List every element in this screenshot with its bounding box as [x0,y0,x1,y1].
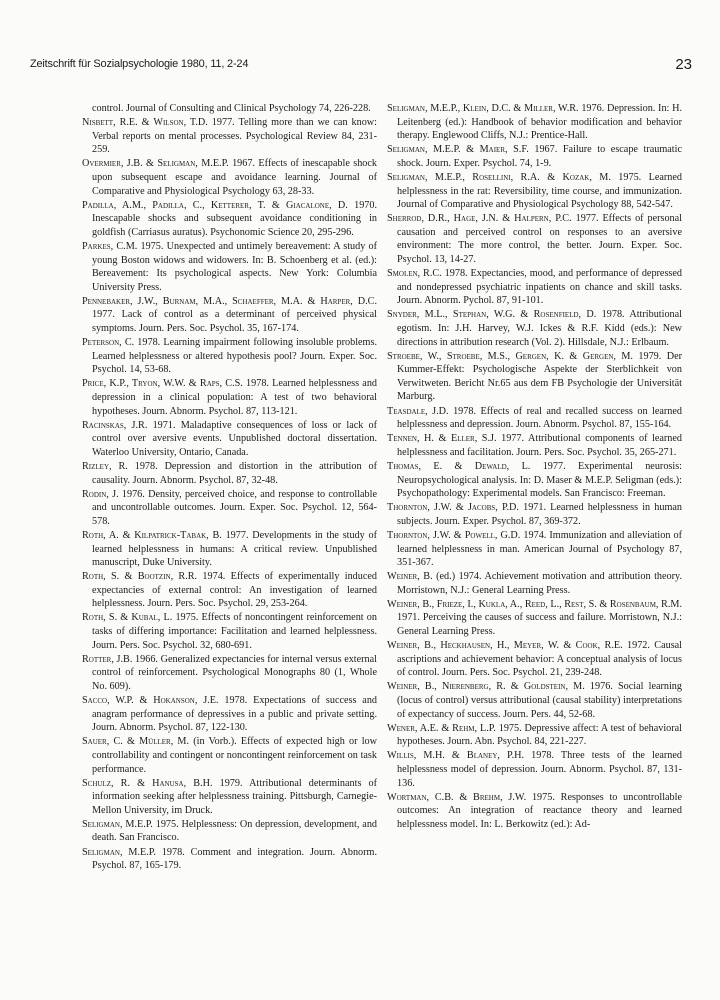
reference-entry [82,488,377,529]
reference-text: 1978. Expectations of success and anagram performance of depressives in a public and private setting. Journ. Abnorm. Psychol. 87, 122-130. [92,695,378,734]
reference-authors: Weiner, B., Heckhausen, H., Meyer, W. & Cook, R.E. [387,640,623,652]
reference-text: 1975. Depressive affect: A test of behavioral hypotheses. Journ. Abn. Psychol. 84, 221-227. [397,722,682,748]
reference-text: 1978. Effects of real and recalled success on learned helplessness and depression. Journ. Abnorm. Psychol. 87, 155-164. [397,405,683,431]
reference-entry [82,570,377,611]
reference-text: 1967. Failure to escape traumatic shock. Journ. Exper. Psychol. 74, 1-9. [397,144,682,169]
reference-authors: Sacco, W.P. & Hokanson, J.E. [82,695,219,707]
reference-entry [82,460,377,487]
reference-text: 1977. Attributional components of learned helplessness and facilitation. Journ. Pers. Soc. Psychol. 35, 265-271. [397,433,682,458]
reference-text: Effects of inescapable shock upon subsequent escape and avoidance learning. Journal of Comparative and Physiological Psychology 63, 28-33. [92,158,377,197]
page-number: 23 [675,56,692,73]
reference-authors: Smolen, R.C. [387,268,442,280]
reference-authors: Seligman, M.E.P. & Maier, S.F. [387,144,529,156]
running-head: Zeitschrift für Sozialpsychologie 1980, 11, 2-24 [30,58,249,70]
reference-entry [387,791,682,832]
reference-authors: Snyder, M.L., Stephan, W.G. & Rosenfield, D. [387,309,597,321]
reference-text: 1977. Effects of personal causation and perceived control on responses to an aversive environment: The more control, the better. Journ. Exper. Soc. Psychol. 13, 14-27. [397,213,683,266]
reference-entry [387,308,682,349]
reference-entry [82,419,377,460]
reference-text: control. Journal of Consulting and Clinical Psychology 74, 226-228. [92,103,371,114]
reference-authors: Weiner, B., Frieze, I., Kukla, A., Reed, L., Rest, S. & Rosenbaum, R.M. [387,598,682,610]
reference-entry [387,460,682,501]
reference-entry [82,295,377,336]
reference-text: 1978. Expectancies, mood, and performance of depressed and nondepressed psychiatric inpatients on chance and skill tasks. Journ. Abnorm. Pychol. 87, 91-101. [397,268,683,307]
reference-text: 1978. Three tests of the learned helplessness model of depression. Journ. Abnorm. Psychol. 87, 131-136. [397,750,683,789]
reference-entry [82,653,377,694]
reference-text: 1977. Developments in the study of learned helplessness in humans: A critical review. Unpublished manuscript, Duke University. [92,529,378,569]
reference-entry [387,267,682,308]
reference-text: 1974. Immunization and alleviation of learned helplessness in man. American Journal of Psychology 87, 351-367. [397,529,682,569]
reference-text: Density, perceived choice, and response to controllable and uncontrollable outcomes. Journ. Exper. Soc. Psychol. 12, 564-578. [92,488,377,527]
reference-entry [82,116,377,157]
reference-text: 1978. Learned helplessness and depression in a clinical population: A test of two behavioral hypotheses. Journ. Abnorm. Psychol. 87, 113-121. [92,378,378,417]
reference-entry [82,529,377,570]
reference-authors: Peterson, C. 1978. [82,337,161,349]
reference-authors: Rizley, R. 1978. [82,460,158,472]
reference-authors: Pennebaker, J.W., Burnam, M.A., Schaeffer, M.A. & Harper, D.C. [82,295,377,307]
reference-entry [387,143,682,170]
reference-text: (in Vorb.). Effects of expected high or low controllability and contingent or noncontingent reinforcement on task performance. [92,736,378,775]
reference-entry [82,846,377,873]
reference-entry [82,377,377,418]
reference-authors: Thomas, E. & Dewald, L. [387,460,531,472]
reference-column-right [387,102,682,832]
reference-text: (ed.) 1974. Achievement motivation and attribution theory. Morristown, N.J.: General Learning Press. [397,571,682,596]
reference-entry [387,501,682,528]
reference-text: 1971. Learned helplessness in human subjects. Journ. Exper. Psychol. 87, 369-372. [397,502,682,527]
reference-text: 1978. Attributional egotism. In: J.H. Harvey, W.J. Ickes & R.F. Kidd (eds.): New directions in attribution research (Vol. 2). Hillsdale, N.J.: Erlbaum. [397,309,682,348]
reference-column-left [82,102,377,873]
reference-authors: Tennen, H. & Eller, S.J. [387,433,497,445]
reference-authors: Sherrod, D.R., Hage, J.N. & Halpern, P.C. [387,213,572,225]
reference-entry [387,350,682,404]
reference-authors: Seligman, M.E.P., Klein, D.C. & Miller, W.R. [387,103,579,114]
reference-authors: Seligman, M.E.P. [82,818,153,830]
reference-authors: Rodin, J. 1976. [82,488,145,500]
reference-entry [387,212,682,266]
reference-authors: Wortman, C.B. & Brehm, J.W. [387,791,527,803]
reference-authors: Seligman, M.E.P., Rosellini, R.A. & Kozak, M. [387,171,611,183]
reference-authors: Sauer, C. & Müller, M. [82,736,190,748]
reference-entry [82,199,377,240]
reference-text: 1977. Lack of control as a determinant of perceived physical symptoms. Journ. Pers. Soc. Psychol. 35, 167-174. [92,309,377,334]
reference-text: 1979. Der Kummer-Effekt: Psychologische Aspekte der Sterblichkeit von Verwitweten. Bericht Nr.65 aus dem FB Psychologie der Universität Marburg. [397,350,682,403]
reference-text: 1978. Comment and integration. Journ. Abnorm. Psychol. 87, 165-179. [92,846,378,872]
reference-entry [387,405,682,432]
reference-authors: Roth, A. & Kilpatrick-Tabak, B. [82,529,222,541]
reference-entry [82,694,377,735]
reference-authors: Parkes, C.M. 1975. [82,240,164,252]
reference-entry [387,570,682,597]
reference-entry [82,102,377,116]
reference-text: 1975. Learned helplessness in the rat: Reversibility, time course, and immunization. Journal of Comparative and Physiological Psychology 88, 542-547. [397,171,682,211]
reference-entry [387,598,682,639]
reference-text: Generalized expectancies for internal versus external control of reinforcement. Psychological Monographs 80 (1, Whole No. 609). [92,653,377,692]
reference-entry [387,749,682,790]
reference-entry [82,157,377,198]
reference-authors: Racinskas, J.R. 1971. [82,419,176,431]
reference-authors: Roth, S. & Kubal, L. [82,612,173,624]
reference-authors: Weiner, B. [387,571,433,583]
reference-authors: Willis, M.H. & Blaney, P.H. [387,750,525,762]
reference-authors: Teasdale, J.D. [387,405,449,417]
reference-entry [82,336,377,377]
reference-authors: Schulz, R. & Hanusa, B.H. [82,777,213,789]
reference-text: 1974. Effects of experimentally induced expectancies of external control: An investigation of learned helplessness. Journ. Pers. Soc. Psychol. 29, 253-264. [92,571,377,610]
reference-authors: Overmier, J.B. & Seligman, M.E.P. 1967. [82,158,255,170]
reference-text: 1971. Perceiving the causes of success and failure. Morristown, N.J.: General Learning Press. [397,612,682,638]
reference-authors: Padilla, A.M., Padilla, C., Ketterer, T. & Giacalone, D. [82,199,348,211]
reference-text: 1972. Causal ascriptions and achievement behavior: A conceptual analysis of locus of control. Journ. Pers. Soc. Psychol. 21, 239-248. [397,640,683,679]
reference-authors: Thornton, J.W. & Powell, G.D. [387,529,521,541]
reference-entry [387,102,682,143]
reference-text: 1977. Experimental neurosis: Neuropsychological analysis. In: D. Maser & M.E.P. Seligman (eds.): Psychopathology: Experimental models. San Francisco: Freeman. [397,460,682,500]
reference-authors: Weiner, B., Nierenberg, R. & Goldstein, M. [387,681,585,693]
reference-authors: Nisbett, R.E. & Wilson, T.D. 1977. [82,117,235,129]
reference-entry [387,529,682,570]
reference-authors: Roth, S. & Bootzin, R.R. [82,571,198,583]
reference-text: 1976. Depression. In: H. Leitenberg (ed.): Handbook of behavior modification and behavior therapy. Englewood Cliffs, N.J.: Prentice-Hall. [397,103,682,142]
reference-entry [82,818,377,845]
reference-text: Maladaptive consequences of loss or lack of control over aversive events. Unpublished doctoral dissertation. Waterloo University, Ontario, Canada. [92,419,377,458]
reference-authors: Wener, A.E. & Rehm, L.P. [387,722,496,734]
reference-text: Depression and distortion in the attribution of causality. Journ. Abnorm. Psychol. 87, 32-48. [92,460,377,486]
reference-authors: Thornton, J.W. & Jacobs, P.D. [387,502,519,514]
reference-text: 1970. Inescapable shocks and subsequent avoidance conditioning in goldfish (Carriasus auratus). Psychonomic Science 20, 295-296. [92,199,378,238]
reference-text: 1975. Helplessness: On depression, development, and death. San Francisco. [92,818,378,844]
reference-authors: Stroebe, W., Stroebe, M.S., Gergen, K. & Gergen, M. [387,350,633,362]
reference-authors: Seligman, M.E.P. [82,846,156,858]
reference-text: 1975. Responses to uncontrollable outcomes: An integration of reactance theory and learned helplessness model. In: L. Berkowitz (ed.): Ad- [397,791,682,830]
reference-text: Telling more than we can know: Verbal reports on mental processes. Psychological Review 84, 231-259. [92,117,377,156]
reference-entry [387,432,682,459]
reference-entry [82,611,377,652]
reference-text: 1976. Social learning (locus of control) versus attributional (causal stability) interpretations of expectancy of success. Journ. Pers. 44, 52-68. [397,681,682,720]
reference-text: Learning impairment following insoluble problems. Learned helplessness or altered hypothesis pool? Journ. Exper. Soc. Psychol. 14, 53-68. [92,337,377,376]
reference-text: 1975. Effects of noncontingent reinforcement on tasks of differing importance: Facilitation and learned helplessness. Journ. Pers. Soc. Psychol. 32, 680-691. [92,612,377,651]
reference-entry [82,240,377,294]
reference-entry [387,722,682,749]
reference-entry [387,639,682,680]
reference-authors: Rotter, J.B. 1966. [82,653,158,665]
reference-text: 1979. Attributional determinants of information seeking after helplessness training. Pittsburgh, Carnegie-Mellon University, im Druck. [92,777,378,816]
reference-text: Unexpected and untimely bereavement: A study of young Boston widows and widowers. In: B. Schoenberg et al. (ed.): Bereavement: Its psychological aspects. New York: Columbia University Press. [92,240,378,293]
reference-entry [387,171,682,212]
reference-entry [82,777,377,818]
reference-entry [82,735,377,776]
reference-authors: Price, K.P., Tryon, W.W. & Raps, C.S. [82,378,243,390]
reference-entry [387,680,682,721]
